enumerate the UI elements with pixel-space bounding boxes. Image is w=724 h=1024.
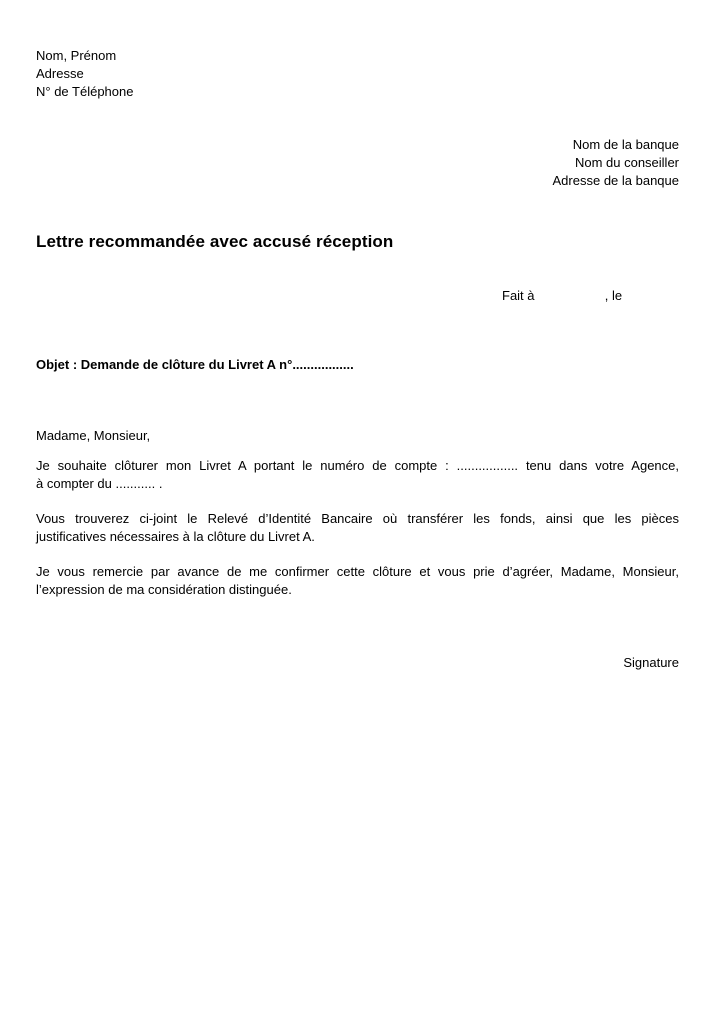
signature-label: Signature — [623, 655, 679, 670]
recipient-bank-name-line: Nom de la banque — [572, 137, 679, 152]
paragraph-line: Je souhaite clôturer mon Livret A portant le numéro de compte : ................. tenu dans votre Agence, — [36, 458, 679, 473]
salutation: Madame, Monsieur, — [36, 428, 151, 443]
sender-block — [36, 47, 679, 101]
paragraph-line: justificatives nécessaires à la clôture du Livret A. — [36, 529, 315, 544]
sender-phone-line: N° de Téléphone — [36, 84, 134, 99]
sender-name-line: Nom, Prénom — [36, 48, 117, 63]
date-suffix-label: , le — [604, 288, 623, 303]
date-place-label: Fait à — [502, 288, 535, 303]
date-line — [36, 287, 679, 305]
recipient-advisor-line: Nom du conseiller — [574, 155, 679, 170]
paragraph-line: Vous trouverez ci-joint le Relevé d’Identité Bancaire où transférer les fonds, ainsi que les pièces — [36, 511, 679, 526]
paragraph-closure-request — [36, 457, 679, 493]
paragraph-line: Je vous remercie par avance de me confirmer cette clôture et vous prie d’agréer, Madame, Monsieur, — [36, 564, 679, 579]
subject-line: Objet : Demande de clôture du Livret A n°................. — [36, 357, 354, 372]
paragraph-line: à compter du ........... . — [36, 476, 163, 491]
paragraph-closing-courtesy — [36, 563, 679, 599]
paragraph-rib-attachment — [36, 510, 679, 546]
paragraph-line: l’expression de ma considération distinguée. — [36, 582, 292, 597]
recipient-block — [36, 136, 679, 190]
recipient-bank-address-line: Adresse de la banque — [552, 173, 679, 188]
letter-heading: Lettre recommandée avec accusé réception — [36, 232, 394, 251]
sender-address-line: Adresse — [36, 66, 84, 81]
